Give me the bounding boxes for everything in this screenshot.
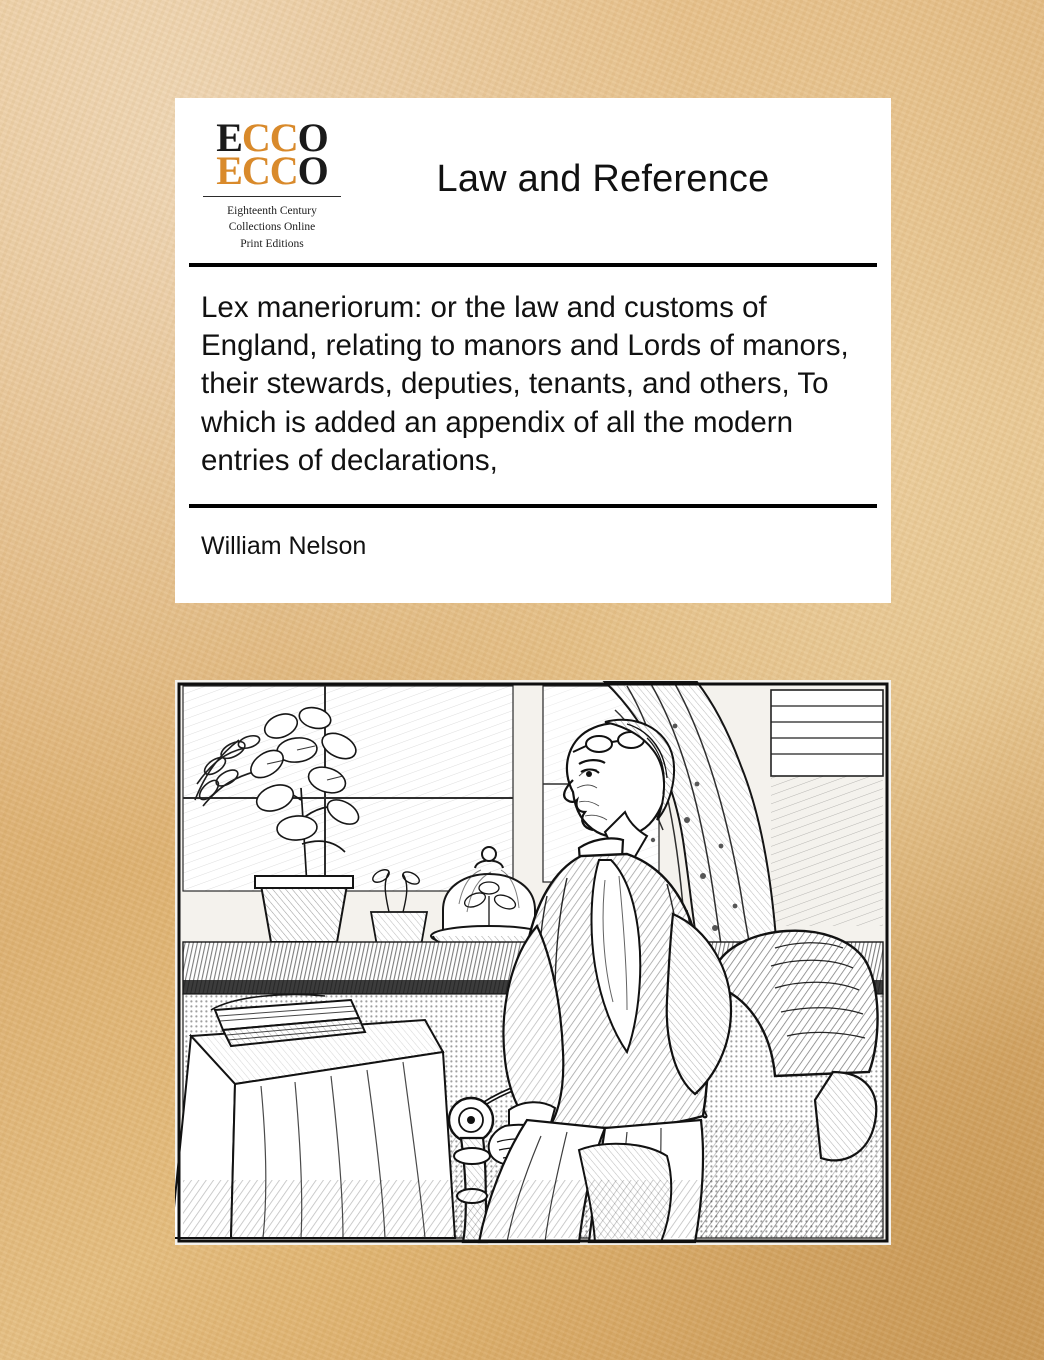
category-heading: Law and Reference (436, 158, 770, 200)
ecco-publisher-logo (197, 116, 347, 253)
ecco-subtitle-line1: Eighteenth Century (227, 204, 317, 217)
cover-header (175, 98, 891, 263)
ecco-subtitle (197, 203, 347, 253)
ecco-subtitle-line3: Print Editions (240, 237, 304, 250)
cover-illustration (175, 680, 891, 1245)
ecco-wordmark-line1: ECCO (216, 115, 328, 160)
ecco-wordmark (197, 115, 347, 193)
logo-divider (203, 196, 341, 197)
ecco-subtitle-line2: Collections Online (228, 221, 316, 234)
portrait-engraving (175, 680, 891, 1245)
book-author: William Nelson (201, 532, 367, 561)
book-title: Lex maneriorum: or the law and customs of England, relating to manors and Lords of manors, their stewards, deputies, tenants, and others, To which is added an appendix of all the modern entries of declarations, (201, 290, 849, 477)
ecco-wordmark-line2: ECCO (216, 147, 328, 193)
book-cover-card (175, 98, 891, 603)
